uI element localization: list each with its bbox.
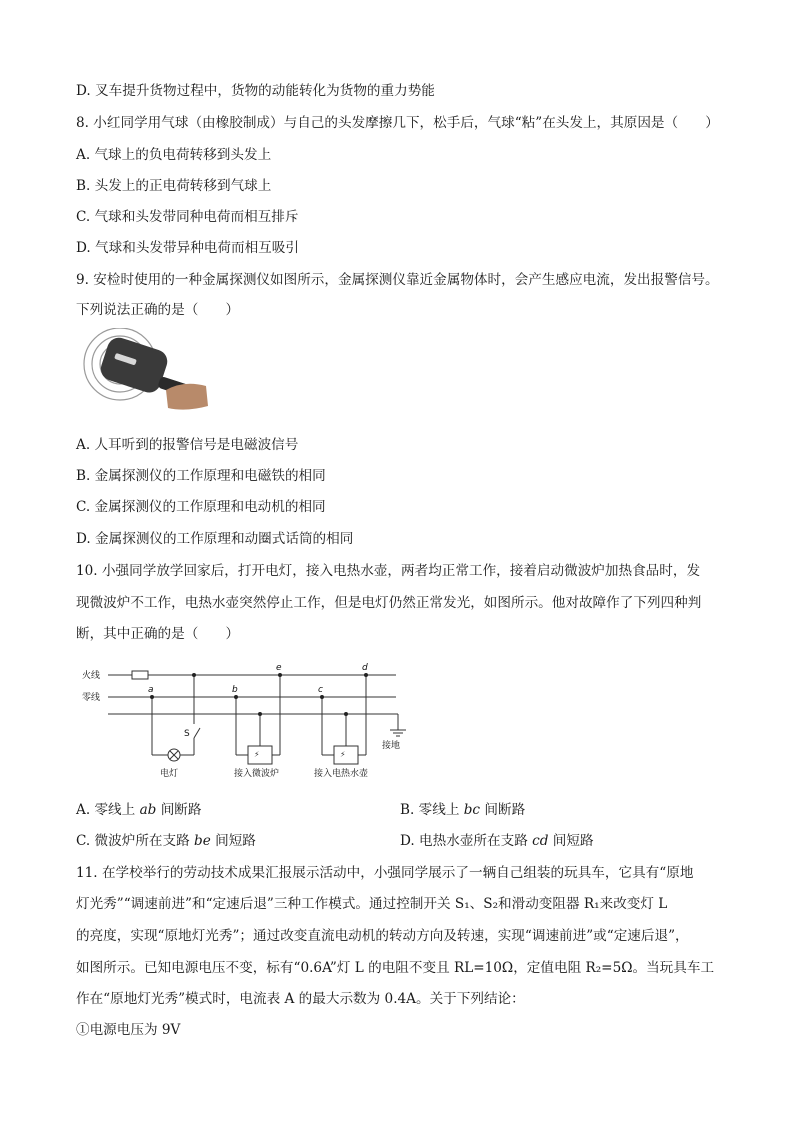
kettle-socket-icon: ⚡: [340, 750, 346, 759]
label-neutral-wire: 零线: [82, 693, 101, 703]
label-microwave: 接入微波炉: [234, 769, 280, 779]
point-b: b: [232, 685, 238, 695]
q10-stem-line2: 现微波炉不工作，电热水壶突然停止工作，但是电灯仍然正常发光，如图所示。他对故障作了下列四种判: [76, 595, 702, 611]
label-ground: 接地: [382, 741, 401, 751]
q8-option-d: D. 气球和头发带异种电荷而相互吸引: [76, 240, 299, 256]
label-lamp: 电灯: [160, 769, 179, 779]
q11-stem-line3: 的亮度，实现“原地灯光秀”；通过改变直流电动机的转动方向及转速，实现“调速前进”或“定速后退”，: [76, 928, 689, 944]
point-d: d: [362, 663, 368, 673]
q9-stem-line2: 下列说法正确的是（ ）: [76, 302, 240, 318]
microwave-socket-icon: ⚡: [254, 750, 260, 759]
q10-option-c: C. 微波炉所在支路 be 间短路: [76, 833, 256, 849]
point-e: e: [276, 663, 282, 673]
q8-option-b: B. 头发上的正电荷转移到气球上: [76, 178, 272, 194]
label-live-wire: 火线: [82, 671, 101, 681]
q7-option-d: D. 叉车提升货物过程中，货物的动能转化为货物的重力势能: [76, 83, 435, 99]
q10-option-b: B. 零线上 bc 间断路: [400, 802, 526, 818]
q10-option-a: A. 零线上 ab 间断路: [76, 802, 202, 818]
q11-stem-line5: 作在“原地灯光秀”模式时，电流表 A 的最大示数为 0.4A。关于下列结论：: [76, 991, 525, 1007]
q9-stem-line1: 9. 安检时使用的一种金属探测仪如图所示，金属探测仪靠近金属物体时，会产生感应电流，发出报警信号。: [76, 272, 719, 288]
label-switch: S: [184, 729, 190, 739]
q8-option-c: C. 气球和头发带同种电荷而相互排斥: [76, 209, 299, 225]
q11-stem-line2: 灯光秀”“调速前进”和“定速后退”三种工作模式。通过控制开关 S₁、S₂和滑动变阻器 R₁来改变灯 L: [76, 896, 668, 912]
label-kettle: 接入电热水壶: [314, 769, 369, 779]
q8-option-a: A. 气球上的负电荷转移到头发上: [76, 147, 272, 163]
q9-option-c: C. 金属探测仪的工作原理和电动机的相同: [76, 499, 326, 515]
q9-option-b: B. 金属探测仪的工作原理和电磁铁的相同: [76, 468, 326, 484]
metal-detector-figure: [80, 328, 210, 424]
point-a: a: [148, 685, 154, 695]
point-c: c: [318, 685, 323, 695]
q10-option-d: D. 电热水壶所在支路 cd 间短路: [400, 833, 594, 849]
q9-option-d: D. 金属探测仪的工作原理和动圈式话筒的相同: [76, 531, 354, 547]
household-circuit-diagram: [76, 660, 416, 780]
q10-stem-line3: 断，其中正确的是（ ）: [76, 626, 240, 642]
q11-conclusion-1: ①电源电压为 9V: [76, 1022, 181, 1038]
q8-stem: 8. 小红同学用气球（由橡胶制成）与自己的头发摩擦几下，松手后，气球“粘”在头发上，其原因是（ ）: [76, 115, 719, 131]
q11-stem-line4: 如图所示。已知电源电压不变，标有“0.6A”灯 L 的电阻不变且 RL=10Ω，定值电阻 R₂=5Ω。当玩具车工: [76, 960, 715, 976]
q10-stem-line1: 10. 小强同学放学回家后，打开电灯，接入电热水壶，两者均正常工作，接着启动微波炉加热食品时，发: [76, 563, 701, 579]
q11-stem-line1: 11. 在学校举行的劳动技术成果汇报展示活动中，小强同学展示了一辆自己组装的玩具车，它具有“原地: [76, 865, 694, 881]
hand-shape: [166, 384, 208, 410]
q9-option-a: A. 人耳听到的报警信号是电磁波信号: [76, 437, 299, 453]
